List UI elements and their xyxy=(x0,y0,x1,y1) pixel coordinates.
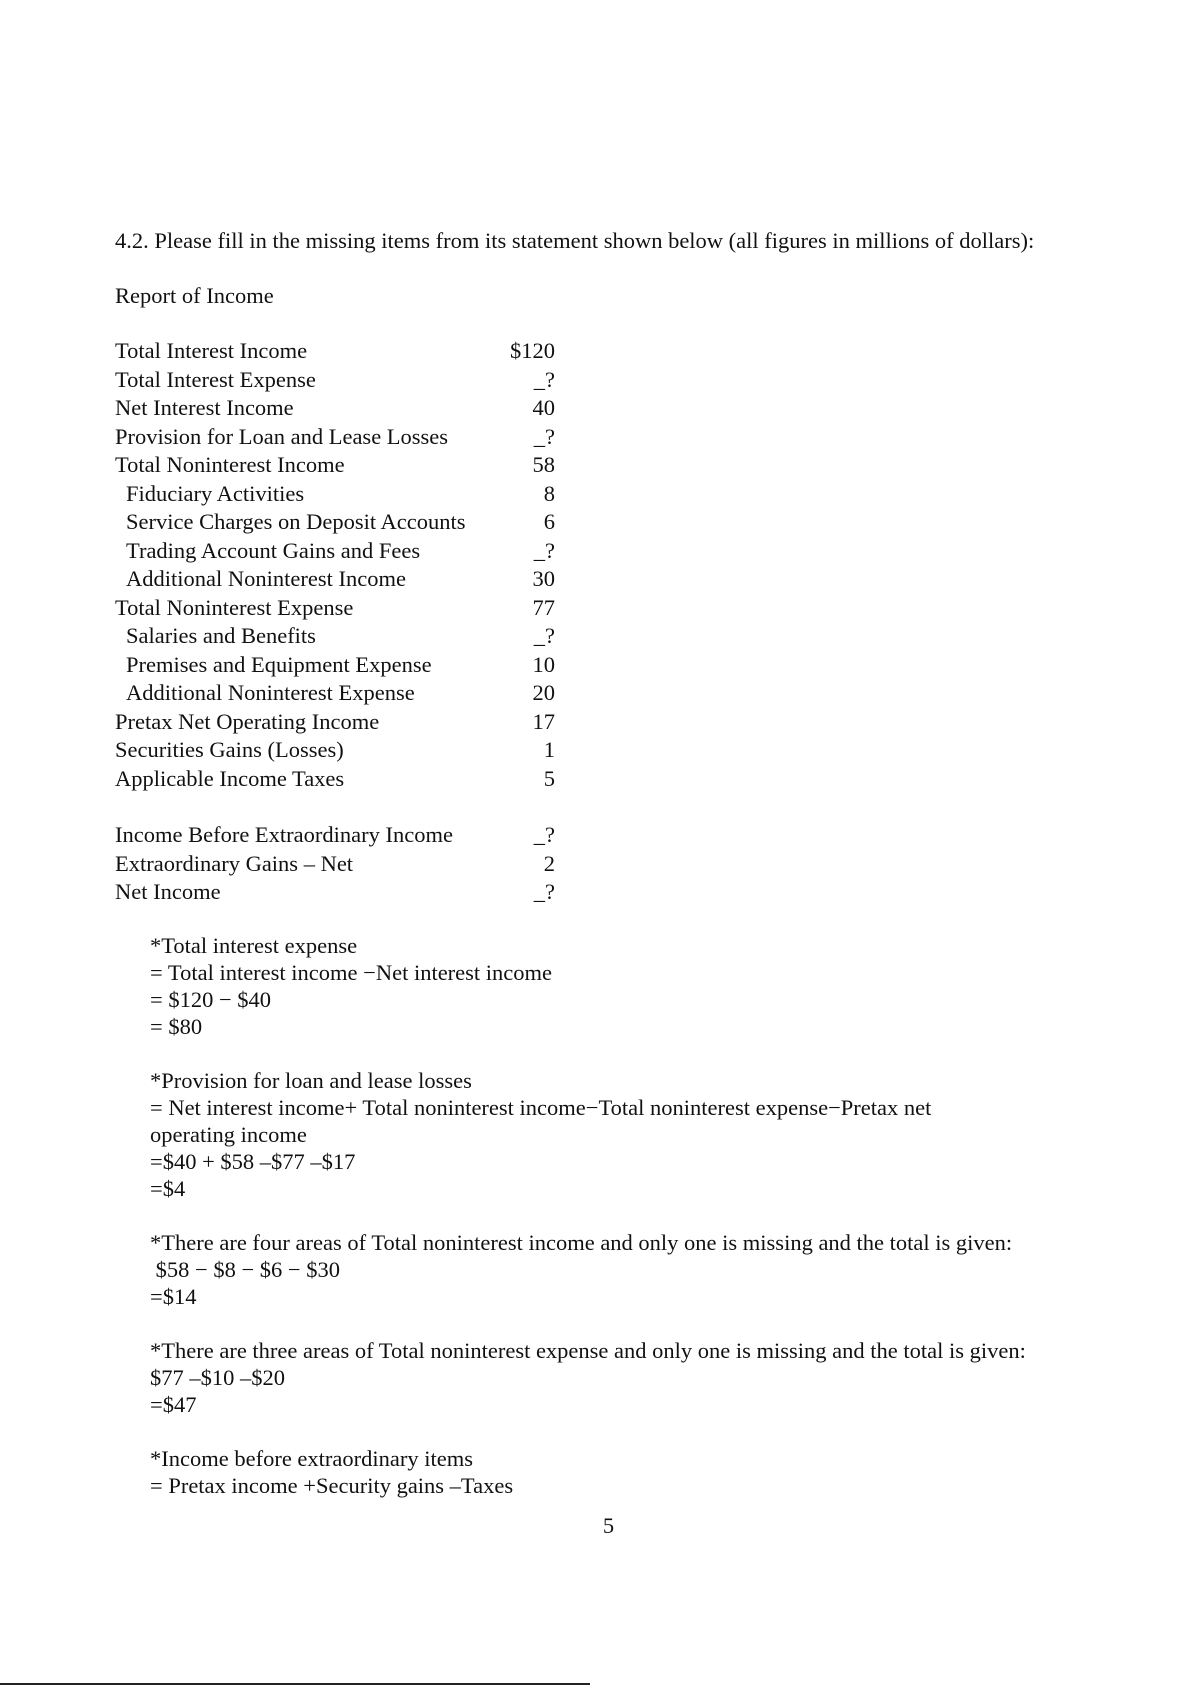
row-value: $120 xyxy=(510,338,555,363)
note-noninterest-expense xyxy=(150,1337,1150,1418)
row-value: _? xyxy=(533,537,555,563)
row-value: 6 xyxy=(543,509,555,534)
note-line: = $80 xyxy=(150,1014,203,1039)
statement-row xyxy=(115,679,555,708)
row-label: Total Noninterest Income xyxy=(115,452,345,477)
statement-row xyxy=(115,508,555,537)
row-value: 2 xyxy=(543,850,555,876)
row-value: 5 xyxy=(543,765,555,791)
row-label: Net Interest Income xyxy=(115,395,294,420)
statement-row xyxy=(115,423,555,452)
row-label: Securities Gains (Losses) xyxy=(115,737,344,762)
note-noninterest-income xyxy=(150,1229,1150,1310)
row-label: Net Income xyxy=(115,879,221,904)
row-value: 8 xyxy=(543,480,555,506)
row-value: 20 xyxy=(532,680,555,705)
row-label: Applicable Income Taxes xyxy=(115,765,345,791)
note-line: $58 − $8 − $6 − $30 xyxy=(150,1257,340,1282)
note-line: *Provision for loan and lease losses xyxy=(150,1068,472,1093)
row-label: Extraordinary Gains – Net xyxy=(115,850,354,876)
note-total-interest-expense xyxy=(150,932,1150,1040)
statement-row xyxy=(115,878,555,907)
question-text: 4.2. Please fill in the missing items from its statement shown below (all figures in millions of dollars): xyxy=(115,228,1035,253)
row-value: _? xyxy=(533,623,555,648)
row-value: 17 xyxy=(532,708,555,734)
statement-row xyxy=(115,736,555,765)
row-value: 77 xyxy=(532,594,555,620)
note-line: *There are four areas of Total noninterest income and only one is missing and the total is given: xyxy=(150,1230,1013,1255)
note-line: =$47 xyxy=(150,1392,197,1417)
row-label: Total Interest Expense xyxy=(115,366,316,392)
statement-row xyxy=(115,651,555,680)
statement-row xyxy=(115,765,555,794)
row-label: Additional Noninterest Expense xyxy=(126,680,415,705)
statement-row xyxy=(115,451,555,480)
note-line: =$14 xyxy=(150,1284,197,1309)
statement-row xyxy=(115,594,555,623)
statement-row xyxy=(115,537,555,566)
row-label: Fiduciary Activities xyxy=(126,480,305,506)
row-label: Total Noninterest Expense xyxy=(115,594,354,620)
row-value: _? xyxy=(533,423,555,449)
row-label: Trading Account Gains and Fees xyxy=(126,537,421,563)
row-label: Pretax Net Operating Income xyxy=(115,708,380,734)
statement-row xyxy=(115,850,555,879)
row-value: 40 xyxy=(532,395,555,420)
note-line: = Pretax income +Security gains –Taxes xyxy=(150,1473,514,1498)
statement-row xyxy=(115,480,555,509)
statement-row xyxy=(115,821,555,850)
note-line: =$4 xyxy=(150,1176,186,1201)
row-label: Income Before Extraordinary Income xyxy=(115,822,453,847)
row-label: Service Charges on Deposit Accounts xyxy=(126,509,466,534)
statement-row xyxy=(115,565,555,594)
statement-row xyxy=(115,708,555,737)
row-label: Total Interest Income xyxy=(115,338,308,363)
note-line: = Net interest income+ Total noninterest income−Total noninterest expense−Pretax net operating income xyxy=(150,1095,932,1147)
report-title: Report of Income xyxy=(115,283,274,308)
statement-row xyxy=(115,394,555,423)
row-value: 1 xyxy=(543,737,555,762)
solution-notes xyxy=(150,932,1150,1526)
row-value: 10 xyxy=(532,651,555,677)
row-label: Salaries and Benefits xyxy=(126,623,316,648)
page-number: 5 xyxy=(602,1513,615,1538)
note-provision-losses xyxy=(150,1067,1150,1202)
statement-row xyxy=(115,622,555,651)
row-value: 58 xyxy=(532,452,555,477)
note-line: =$40 + $58 –$77 –$17 xyxy=(150,1149,356,1174)
note-line: = $120 − $40 xyxy=(150,987,272,1012)
note-income-before-extraordinary xyxy=(150,1445,1150,1499)
note-line: $77 –$10 –$20 xyxy=(150,1365,285,1390)
note-line: *Total interest expense xyxy=(150,933,358,958)
note-line: *Income before extraordinary items xyxy=(150,1446,473,1471)
row-label: Provision for Loan and Lease Losses xyxy=(115,423,449,449)
row-value: _? xyxy=(533,879,555,904)
note-line: *There are three areas of Total noninterest expense and only one is missing and the total is given: xyxy=(150,1338,1026,1363)
note-line: = Total interest income −Net interest income xyxy=(150,960,553,985)
row-value: _? xyxy=(533,366,555,392)
statement-row xyxy=(115,337,555,366)
row-label: Additional Noninterest Income xyxy=(126,566,406,591)
row-value: _? xyxy=(533,822,555,847)
row-label: Premises and Equipment Expense xyxy=(126,651,432,677)
income-statement-table xyxy=(115,337,555,907)
row-value: 30 xyxy=(532,566,555,591)
statement-row xyxy=(115,366,555,395)
